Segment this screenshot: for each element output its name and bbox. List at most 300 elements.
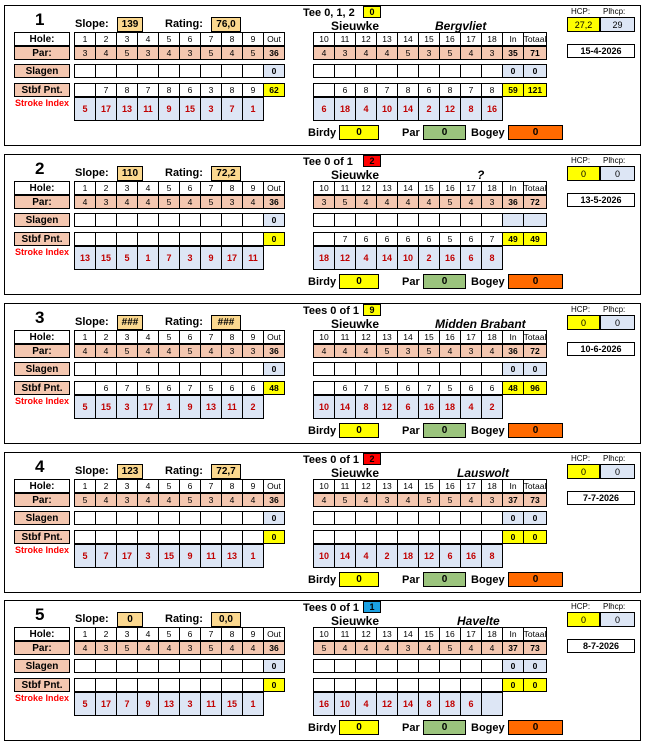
front-par-cell[interactable]: 4 bbox=[242, 641, 264, 655]
front-slagen-cell[interactable] bbox=[242, 213, 264, 227]
front-stbf-cell[interactable]: 6 bbox=[242, 381, 264, 395]
back-slagen-cell[interactable] bbox=[502, 213, 524, 227]
front-stbf-cell[interactable] bbox=[95, 530, 117, 544]
front-par-cell[interactable]: 3 bbox=[74, 46, 96, 60]
back-slagen-cell[interactable] bbox=[313, 213, 335, 227]
front-si-cell[interactable]: 7 bbox=[116, 692, 138, 716]
front-slagen-cell[interactable] bbox=[242, 511, 264, 525]
back-si-cell[interactable]: 2 bbox=[376, 544, 398, 568]
front-slagen-cell[interactable] bbox=[74, 64, 96, 78]
back-slagen-cell[interactable] bbox=[481, 64, 503, 78]
front-par-cell[interactable]: 4 bbox=[74, 344, 96, 358]
back-stbf-cell[interactable]: 48 bbox=[502, 381, 524, 395]
back-slagen-cell[interactable] bbox=[523, 213, 547, 227]
back-stbf-cell[interactable]: 0 bbox=[523, 678, 547, 692]
front-slagen-cell[interactable] bbox=[158, 511, 180, 525]
rating-value[interactable]: ### bbox=[211, 315, 241, 330]
back-par-cell[interactable]: 72 bbox=[523, 344, 547, 358]
front-slagen-cell[interactable] bbox=[137, 213, 159, 227]
back-par-cell[interactable]: 71 bbox=[523, 46, 547, 60]
back-hole-cell[interactable]: 10 bbox=[313, 627, 335, 641]
front-par-cell[interactable]: 3 bbox=[242, 344, 264, 358]
back-stbf-cell[interactable]: 6 bbox=[376, 232, 398, 246]
back-slagen-cell[interactable] bbox=[313, 64, 335, 78]
front-hole-cell[interactable]: 2 bbox=[95, 181, 117, 195]
front-si-cell[interactable]: 3 bbox=[137, 544, 159, 568]
front-par-cell[interactable]: 3 bbox=[221, 344, 243, 358]
back-slagen-cell[interactable] bbox=[460, 362, 482, 376]
back-hole-cell[interactable]: In bbox=[502, 627, 524, 641]
back-slagen-cell[interactable] bbox=[439, 64, 461, 78]
back-si-cell[interactable]: 18 bbox=[397, 544, 419, 568]
back-par-cell[interactable]: 5 bbox=[397, 46, 419, 60]
back-stbf-cell[interactable] bbox=[355, 678, 377, 692]
front-hole-cell[interactable]: 6 bbox=[179, 181, 201, 195]
back-slagen-cell[interactable] bbox=[481, 511, 503, 525]
back-stbf-cell[interactable]: 7 bbox=[481, 232, 503, 246]
back-hole-cell[interactable]: In bbox=[502, 32, 524, 46]
front-si-cell[interactable]: 17 bbox=[116, 544, 138, 568]
plhcp-value[interactable]: 29 bbox=[600, 17, 635, 32]
front-stbf-cell[interactable] bbox=[200, 678, 222, 692]
front-stbf-cell[interactable] bbox=[242, 530, 264, 544]
back-stbf-cell[interactable]: 49 bbox=[523, 232, 547, 246]
front-hole-cell[interactable]: 1 bbox=[74, 479, 96, 493]
back-slagen-cell[interactable] bbox=[481, 659, 503, 673]
back-stbf-cell[interactable] bbox=[313, 232, 335, 246]
front-si-cell[interactable]: 13 bbox=[158, 692, 180, 716]
front-par-cell[interactable]: 5 bbox=[179, 344, 201, 358]
back-si-cell[interactable]: 4 bbox=[355, 544, 377, 568]
front-par-cell[interactable]: 4 bbox=[74, 641, 96, 655]
back-stbf-cell[interactable] bbox=[481, 678, 503, 692]
back-par-cell[interactable]: 5 bbox=[376, 344, 398, 358]
front-si-cell[interactable]: 3 bbox=[179, 692, 201, 716]
front-par-cell[interactable]: 4 bbox=[179, 195, 201, 209]
back-stbf-cell[interactable]: 5 bbox=[439, 381, 461, 395]
front-hole-cell[interactable]: 2 bbox=[95, 330, 117, 344]
back-par-cell[interactable]: 4 bbox=[355, 195, 377, 209]
front-stbf-cell[interactable] bbox=[116, 232, 138, 246]
tee-value[interactable]: 1 bbox=[363, 601, 381, 613]
front-si-cell[interactable]: 15 bbox=[95, 395, 117, 419]
front-si-cell[interactable]: 17 bbox=[221, 246, 243, 270]
front-par-cell[interactable]: 3 bbox=[116, 493, 138, 507]
tee-value[interactable]: 2 bbox=[363, 453, 381, 465]
back-par-cell[interactable]: 73 bbox=[523, 493, 547, 507]
back-si-cell[interactable]: 16 bbox=[418, 395, 440, 419]
back-par-cell[interactable]: 3 bbox=[481, 493, 503, 507]
back-stbf-cell[interactable] bbox=[313, 83, 335, 97]
back-si-cell[interactable]: 6 bbox=[397, 395, 419, 419]
back-si-cell[interactable]: 12 bbox=[439, 97, 461, 121]
back-hole-cell[interactable]: 14 bbox=[397, 479, 419, 493]
front-si-cell[interactable]: 5 bbox=[74, 97, 96, 121]
back-par-cell[interactable]: 5 bbox=[418, 493, 440, 507]
back-par-cell[interactable]: 4 bbox=[418, 195, 440, 209]
back-slagen-cell[interactable]: 0 bbox=[502, 362, 524, 376]
back-si-cell[interactable]: 16 bbox=[313, 692, 335, 716]
back-hole-cell[interactable]: 17 bbox=[460, 627, 482, 641]
back-par-cell[interactable]: 37 bbox=[502, 641, 524, 655]
back-stbf-cell[interactable] bbox=[397, 530, 419, 544]
back-par-cell[interactable]: 4 bbox=[355, 46, 377, 60]
back-hole-cell[interactable]: 16 bbox=[439, 479, 461, 493]
back-stbf-cell[interactable] bbox=[418, 678, 440, 692]
front-slagen-cell[interactable] bbox=[200, 64, 222, 78]
front-par-cell[interactable]: 4 bbox=[158, 493, 180, 507]
date-value[interactable]: 8-7-2026 bbox=[567, 639, 635, 653]
front-stbf-cell[interactable]: 5 bbox=[137, 381, 159, 395]
front-slagen-cell[interactable] bbox=[137, 659, 159, 673]
back-stbf-cell[interactable] bbox=[460, 678, 482, 692]
back-stbf-cell[interactable]: 0 bbox=[523, 530, 547, 544]
front-hole-cell[interactable]: 8 bbox=[221, 479, 243, 493]
front-si-cell[interactable]: 11 bbox=[137, 97, 159, 121]
front-stbf-cell[interactable] bbox=[221, 232, 243, 246]
bogey-value[interactable]: 0 bbox=[508, 423, 563, 438]
back-par-cell[interactable]: 3 bbox=[376, 493, 398, 507]
front-slagen-cell[interactable] bbox=[95, 362, 117, 376]
front-par-cell[interactable]: 4 bbox=[137, 344, 159, 358]
front-hole-cell[interactable]: 8 bbox=[221, 32, 243, 46]
front-slagen-cell[interactable] bbox=[242, 659, 264, 673]
front-si-cell[interactable]: 9 bbox=[158, 97, 180, 121]
front-hole-cell[interactable]: 4 bbox=[137, 32, 159, 46]
back-hole-cell[interactable]: In bbox=[502, 479, 524, 493]
back-hole-cell[interactable]: 15 bbox=[418, 479, 440, 493]
back-hole-cell[interactable]: 17 bbox=[460, 479, 482, 493]
front-slagen-cell[interactable] bbox=[116, 659, 138, 673]
front-slagen-cell[interactable] bbox=[74, 659, 96, 673]
front-hole-cell[interactable]: 9 bbox=[242, 32, 264, 46]
back-stbf-cell[interactable]: 6 bbox=[418, 83, 440, 97]
front-par-cell[interactable]: 5 bbox=[116, 344, 138, 358]
back-par-cell[interactable]: 35 bbox=[502, 46, 524, 60]
tee-value[interactable]: 2 bbox=[363, 155, 381, 167]
back-par-cell[interactable]: 37 bbox=[502, 493, 524, 507]
back-par-cell[interactable]: 4 bbox=[397, 493, 419, 507]
back-hole-cell[interactable]: 13 bbox=[376, 181, 398, 195]
back-par-cell[interactable]: 73 bbox=[523, 641, 547, 655]
back-slagen-cell[interactable] bbox=[418, 64, 440, 78]
front-stbf-cell[interactable] bbox=[74, 678, 96, 692]
back-hole-cell[interactable]: 12 bbox=[355, 627, 377, 641]
back-par-cell[interactable]: 3 bbox=[397, 641, 419, 655]
front-stbf-cell[interactable] bbox=[74, 232, 96, 246]
back-stbf-cell[interactable] bbox=[376, 678, 398, 692]
front-slagen-cell[interactable] bbox=[116, 64, 138, 78]
back-slagen-cell[interactable] bbox=[334, 659, 356, 673]
front-par-cell[interactable]: 3 bbox=[179, 46, 201, 60]
back-hole-cell[interactable]: Totaal bbox=[523, 332, 547, 342]
back-hole-cell[interactable]: In bbox=[502, 330, 524, 344]
back-par-cell[interactable]: 4 bbox=[376, 195, 398, 209]
back-si-cell[interactable]: 6 bbox=[460, 692, 482, 716]
back-slagen-cell[interactable] bbox=[334, 64, 356, 78]
front-stbf-cell[interactable] bbox=[137, 678, 159, 692]
back-slagen-cell[interactable] bbox=[397, 659, 419, 673]
front-par-cell[interactable]: 3 bbox=[221, 195, 243, 209]
front-hole-cell[interactable]: Out bbox=[263, 32, 285, 46]
back-si-cell[interactable]: 8 bbox=[481, 246, 503, 270]
back-slagen-cell[interactable] bbox=[418, 362, 440, 376]
back-stbf-cell[interactable]: 6 bbox=[460, 381, 482, 395]
back-stbf-cell[interactable]: 6 bbox=[418, 232, 440, 246]
front-stbf-cell[interactable]: 0 bbox=[263, 678, 285, 692]
back-hole-cell[interactable]: 15 bbox=[418, 330, 440, 344]
back-stbf-cell[interactable] bbox=[313, 678, 335, 692]
slope-value[interactable]: 0 bbox=[117, 612, 143, 627]
back-slagen-cell[interactable] bbox=[334, 511, 356, 525]
bogey-value[interactable]: 0 bbox=[508, 720, 563, 735]
front-hole-cell[interactable]: 5 bbox=[158, 330, 180, 344]
front-slagen-cell[interactable] bbox=[200, 213, 222, 227]
back-par-cell[interactable]: 5 bbox=[313, 641, 335, 655]
front-si-cell[interactable]: 1 bbox=[242, 692, 264, 716]
front-slagen-cell[interactable] bbox=[158, 64, 180, 78]
front-slagen-cell[interactable]: 0 bbox=[263, 64, 285, 78]
back-par-cell[interactable]: 4 bbox=[355, 641, 377, 655]
front-hole-cell[interactable]: 1 bbox=[74, 32, 96, 46]
front-stbf-cell[interactable] bbox=[179, 530, 201, 544]
back-hole-cell[interactable]: 12 bbox=[355, 32, 377, 46]
back-slagen-cell[interactable] bbox=[397, 213, 419, 227]
back-stbf-cell[interactable] bbox=[397, 678, 419, 692]
front-par-cell[interactable]: 4 bbox=[95, 344, 117, 358]
birdy-value[interactable]: 0 bbox=[339, 274, 379, 289]
front-si-cell[interactable]: 5 bbox=[116, 246, 138, 270]
front-si-cell[interactable]: 1 bbox=[242, 97, 264, 121]
back-slagen-cell[interactable] bbox=[397, 511, 419, 525]
back-stbf-cell[interactable]: 6 bbox=[334, 83, 356, 97]
back-hole-cell[interactable]: 17 bbox=[460, 32, 482, 46]
back-hole-cell[interactable]: 13 bbox=[376, 627, 398, 641]
front-stbf-cell[interactable]: 62 bbox=[263, 83, 285, 97]
front-si-cell[interactable]: 11 bbox=[200, 692, 222, 716]
front-si-cell[interactable]: 3 bbox=[116, 395, 138, 419]
front-si-cell[interactable]: 7 bbox=[158, 246, 180, 270]
front-slagen-cell[interactable] bbox=[74, 362, 96, 376]
front-par-cell[interactable]: 5 bbox=[200, 641, 222, 655]
slope-value[interactable]: 110 bbox=[117, 166, 143, 181]
front-stbf-cell[interactable] bbox=[116, 678, 138, 692]
back-slagen-cell[interactable] bbox=[376, 659, 398, 673]
hcp-value[interactable]: 27,2 bbox=[567, 17, 600, 32]
back-par-cell[interactable]: 3 bbox=[481, 46, 503, 60]
back-slagen-cell[interactable]: 0 bbox=[523, 659, 547, 673]
front-hole-cell[interactable]: 4 bbox=[137, 181, 159, 195]
back-stbf-cell[interactable]: 6 bbox=[397, 232, 419, 246]
front-stbf-cell[interactable] bbox=[221, 678, 243, 692]
front-par-cell[interactable]: 5 bbox=[116, 641, 138, 655]
back-hole-cell[interactable]: 12 bbox=[355, 181, 377, 195]
front-hole-cell[interactable]: 5 bbox=[158, 627, 180, 641]
front-hole-cell[interactable]: 7 bbox=[200, 479, 222, 493]
back-hole-cell[interactable]: 18 bbox=[481, 627, 503, 641]
back-hole-cell[interactable]: 13 bbox=[376, 32, 398, 46]
back-stbf-cell[interactable]: 6 bbox=[460, 232, 482, 246]
date-value[interactable]: 15-4-2026 bbox=[567, 44, 635, 58]
back-si-cell[interactable]: 14 bbox=[376, 246, 398, 270]
back-stbf-cell[interactable]: 5 bbox=[376, 381, 398, 395]
back-si-cell[interactable]: 6 bbox=[313, 97, 335, 121]
back-hole-cell[interactable]: 11 bbox=[334, 32, 356, 46]
back-si-cell[interactable]: 12 bbox=[376, 692, 398, 716]
back-par-cell[interactable]: 5 bbox=[334, 493, 356, 507]
front-slagen-cell[interactable] bbox=[179, 362, 201, 376]
front-par-cell[interactable]: 5 bbox=[242, 46, 264, 60]
back-hole-cell[interactable]: Totaal bbox=[523, 34, 547, 44]
back-hole-cell[interactable]: In bbox=[502, 181, 524, 195]
par-count-value[interactable]: 0 bbox=[423, 423, 466, 438]
front-stbf-cell[interactable] bbox=[137, 530, 159, 544]
front-stbf-cell[interactable] bbox=[158, 678, 180, 692]
front-si-cell[interactable]: 17 bbox=[137, 395, 159, 419]
front-si-cell[interactable]: 5 bbox=[74, 692, 96, 716]
back-si-cell[interactable]: 8 bbox=[355, 395, 377, 419]
front-stbf-cell[interactable]: 5 bbox=[200, 381, 222, 395]
back-hole-cell[interactable]: 11 bbox=[334, 181, 356, 195]
front-si-cell[interactable]: 5 bbox=[74, 544, 96, 568]
front-par-cell[interactable]: 4 bbox=[116, 195, 138, 209]
hcp-value[interactable]: 0 bbox=[567, 464, 600, 479]
front-par-cell[interactable]: 4 bbox=[95, 493, 117, 507]
front-si-cell[interactable]: 15 bbox=[179, 97, 201, 121]
back-stbf-cell[interactable]: 5 bbox=[439, 232, 461, 246]
front-stbf-cell[interactable] bbox=[74, 381, 96, 395]
back-si-cell[interactable]: 4 bbox=[460, 395, 482, 419]
front-par-cell[interactable]: 36 bbox=[263, 46, 285, 60]
back-stbf-cell[interactable]: 8 bbox=[481, 83, 503, 97]
back-hole-cell[interactable]: 10 bbox=[313, 479, 335, 493]
front-hole-cell[interactable]: 6 bbox=[179, 32, 201, 46]
front-par-cell[interactable]: 36 bbox=[263, 195, 285, 209]
back-hole-cell[interactable]: 18 bbox=[481, 330, 503, 344]
back-si-cell[interactable]: 14 bbox=[334, 395, 356, 419]
back-si-cell[interactable]: 18 bbox=[439, 692, 461, 716]
front-stbf-cell[interactable] bbox=[158, 232, 180, 246]
front-par-cell[interactable]: 3 bbox=[137, 46, 159, 60]
back-si-cell[interactable]: 8 bbox=[481, 544, 503, 568]
plhcp-value[interactable]: 0 bbox=[600, 315, 635, 330]
front-hole-cell[interactable]: 8 bbox=[221, 627, 243, 641]
back-si-cell[interactable]: 12 bbox=[376, 395, 398, 419]
front-par-cell[interactable]: 4 bbox=[95, 46, 117, 60]
back-slagen-cell[interactable] bbox=[481, 213, 503, 227]
front-slagen-cell[interactable] bbox=[74, 511, 96, 525]
front-par-cell[interactable]: 5 bbox=[200, 46, 222, 60]
back-hole-cell[interactable]: 14 bbox=[397, 32, 419, 46]
front-stbf-cell[interactable]: 7 bbox=[179, 381, 201, 395]
front-hole-cell[interactable]: 7 bbox=[200, 32, 222, 46]
front-par-cell[interactable]: 4 bbox=[200, 344, 222, 358]
front-si-cell[interactable]: 15 bbox=[158, 544, 180, 568]
back-si-cell[interactable]: 2 bbox=[418, 97, 440, 121]
back-stbf-cell[interactable] bbox=[460, 530, 482, 544]
front-par-cell[interactable]: 4 bbox=[74, 195, 96, 209]
back-slagen-cell[interactable] bbox=[313, 362, 335, 376]
front-par-cell[interactable]: 5 bbox=[158, 195, 180, 209]
back-si-cell[interactable] bbox=[481, 692, 503, 716]
back-slagen-cell[interactable] bbox=[397, 362, 419, 376]
front-hole-cell[interactable]: 4 bbox=[137, 627, 159, 641]
back-hole-cell[interactable]: Totaal bbox=[523, 629, 547, 639]
back-stbf-cell[interactable]: 7 bbox=[376, 83, 398, 97]
front-si-cell[interactable]: 17 bbox=[95, 692, 117, 716]
front-si-cell[interactable]: 11 bbox=[221, 395, 243, 419]
front-slagen-cell[interactable] bbox=[137, 64, 159, 78]
front-par-cell[interactable]: 4 bbox=[137, 195, 159, 209]
back-slagen-cell[interactable] bbox=[460, 511, 482, 525]
back-slagen-cell[interactable] bbox=[460, 659, 482, 673]
back-slagen-cell[interactable] bbox=[355, 64, 377, 78]
front-slagen-cell[interactable] bbox=[221, 511, 243, 525]
back-slagen-cell[interactable] bbox=[355, 511, 377, 525]
back-stbf-cell[interactable]: 8 bbox=[355, 83, 377, 97]
back-par-cell[interactable]: 4 bbox=[481, 641, 503, 655]
front-par-cell[interactable]: 3 bbox=[179, 641, 201, 655]
front-par-cell[interactable]: 4 bbox=[221, 641, 243, 655]
back-stbf-cell[interactable]: 7 bbox=[460, 83, 482, 97]
front-hole-cell[interactable]: 6 bbox=[179, 330, 201, 344]
back-stbf-cell[interactable]: 6 bbox=[397, 381, 419, 395]
front-si-cell[interactable]: 7 bbox=[221, 97, 243, 121]
front-stbf-cell[interactable]: 8 bbox=[158, 83, 180, 97]
back-slagen-cell[interactable] bbox=[334, 362, 356, 376]
back-stbf-cell[interactable]: 6 bbox=[334, 381, 356, 395]
back-stbf-cell[interactable] bbox=[376, 530, 398, 544]
back-stbf-cell[interactable]: 6 bbox=[355, 232, 377, 246]
back-hole-cell[interactable]: 10 bbox=[313, 32, 335, 46]
back-slagen-cell[interactable]: 0 bbox=[523, 362, 547, 376]
rating-value[interactable]: 76,0 bbox=[211, 17, 241, 32]
back-si-cell[interactable]: 8 bbox=[418, 692, 440, 716]
front-stbf-cell[interactable]: 7 bbox=[95, 83, 117, 97]
front-si-cell[interactable]: 15 bbox=[95, 246, 117, 270]
plhcp-value[interactable]: 0 bbox=[600, 166, 635, 181]
front-hole-cell[interactable]: 3 bbox=[116, 181, 138, 195]
front-slagen-cell[interactable] bbox=[179, 659, 201, 673]
birdy-value[interactable]: 0 bbox=[339, 423, 379, 438]
front-hole-cell[interactable]: 5 bbox=[158, 479, 180, 493]
front-stbf-cell[interactable] bbox=[74, 83, 96, 97]
front-slagen-cell[interactable] bbox=[158, 362, 180, 376]
par-count-value[interactable]: 0 bbox=[423, 125, 466, 140]
back-si-cell[interactable]: 12 bbox=[418, 544, 440, 568]
birdy-value[interactable]: 0 bbox=[339, 720, 379, 735]
front-si-cell[interactable]: 3 bbox=[200, 97, 222, 121]
front-par-cell[interactable]: 5 bbox=[200, 195, 222, 209]
back-si-cell[interactable]: 6 bbox=[439, 544, 461, 568]
back-si-cell[interactable]: 10 bbox=[334, 692, 356, 716]
back-par-cell[interactable]: 4 bbox=[313, 46, 335, 60]
back-si-cell[interactable]: 4 bbox=[355, 692, 377, 716]
front-slagen-cell[interactable] bbox=[221, 362, 243, 376]
front-hole-cell[interactable]: 3 bbox=[116, 32, 138, 46]
bogey-value[interactable]: 0 bbox=[508, 125, 563, 140]
tee-value[interactable]: 0 bbox=[363, 6, 381, 18]
hcp-value[interactable]: 0 bbox=[567, 612, 600, 627]
back-hole-cell[interactable]: 14 bbox=[397, 627, 419, 641]
back-si-cell[interactable]: 14 bbox=[397, 692, 419, 716]
front-hole-cell[interactable]: 8 bbox=[221, 181, 243, 195]
date-value[interactable]: 7-7-2026 bbox=[567, 491, 635, 505]
rating-value[interactable]: 0,0 bbox=[211, 612, 241, 627]
front-slagen-cell[interactable] bbox=[116, 362, 138, 376]
back-stbf-cell[interactable] bbox=[481, 530, 503, 544]
front-stbf-cell[interactable]: 6 bbox=[95, 381, 117, 395]
